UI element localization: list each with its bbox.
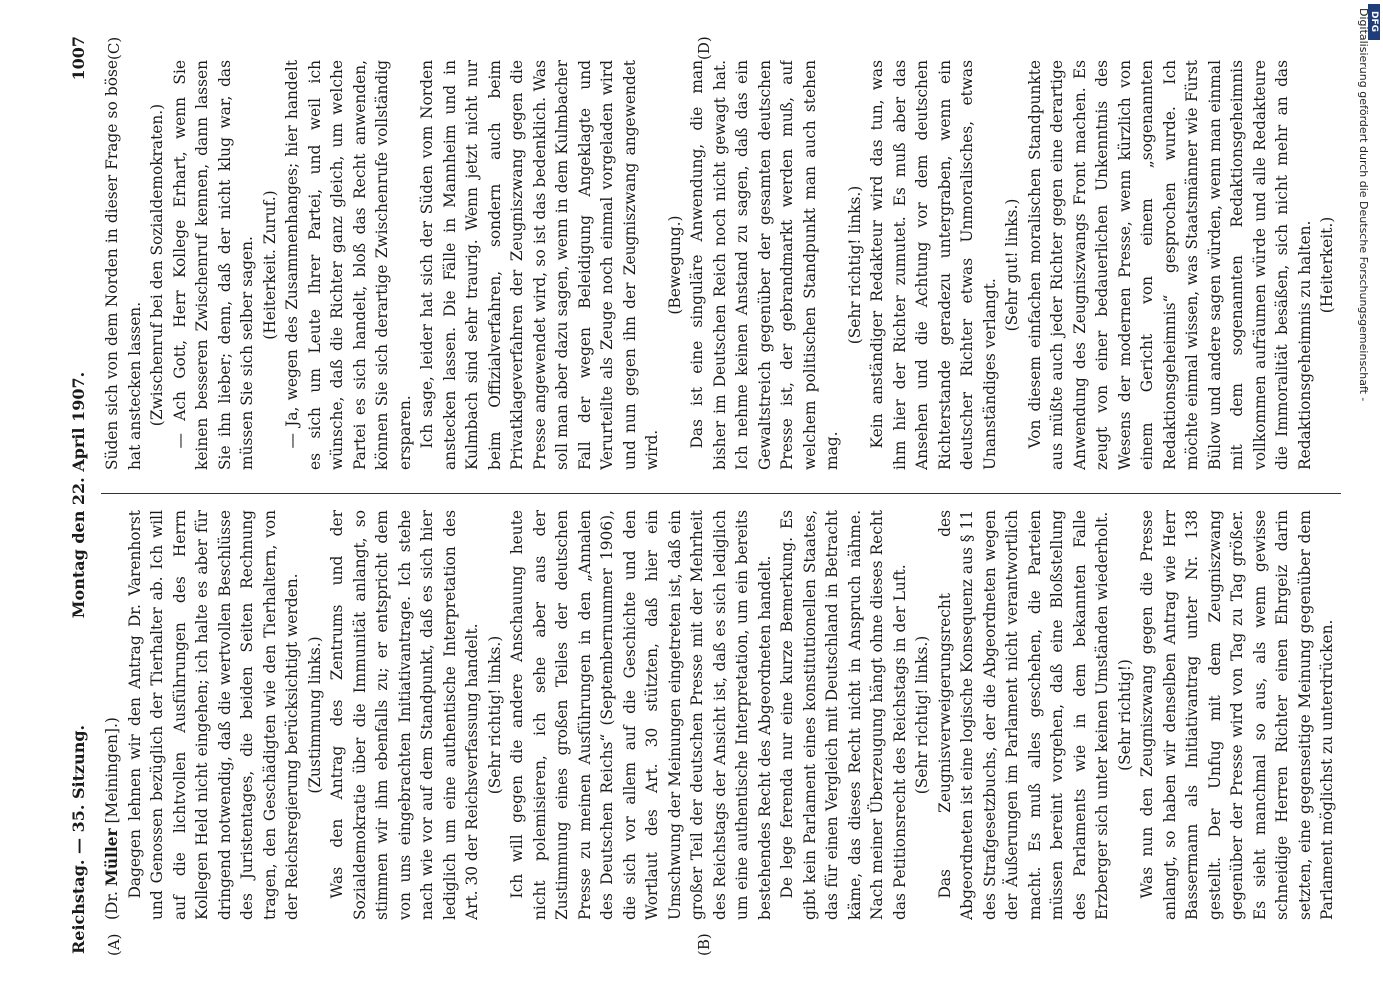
right-column — [101, 60, 1341, 470]
header-date: Montag den 22. April 1907. — [69, 371, 88, 619]
document-page — [65, 30, 1355, 960]
paragraph: Kein anständiger Redakteur wird das tun, was ihm hier der Richter zumutet. Es muß aber das Ansehen und die Achtung vor dem deutschen Richterstande geradezu untergraben, wenn ein deutscher Richter etwas Unmoralisches, etwas Unanständiges verlangt. — [868, 60, 999, 470]
page-number: 1007 — [69, 36, 88, 81]
interjection: (Sehr richtig!) — [1115, 659, 1134, 771]
paragraph: Ich will gegen die andere Anschauung heute nicht polemisieren, ich sehe aber aus der Zustimmung eines großen Teiles der deutschen Presse zu meinen Ausführungen in den „Annalen des Deutschen Reichs“ (Septembernummer 1906), die sich vor allem auf die Geschichte und den Wortlaut des Art. 30 stützten, daß hier ein Umschwung der Meinungen eingetreten ist, daß ein großer Teil der deutschen Presse mit der Mehrheit des Reichstags der Ansicht ist, daß es sich lediglich um eine authentische Interpretation, um ein bereits bestehendes Recht des Abgeordneten handelt. — [508, 510, 774, 920]
interjection — [1339, 510, 1342, 920]
paragraph: Von diesem einfachen moralischen Standpunkte aus müßte auch jeder Richter gegen eine derartige Anwendung des Zeugniszwangs Front machen. Es zeugt von einer bedauerlichen Unkenntnis des Wesens der modernen Presse, wenn kürzlich von einem Gericht von einem „sogenannten Redaktionsgeheimnis“ gesprochen wurde. Ich möchte einmal wissen, was Staatsmänner wie Fürst Bülow und andere sagen würden, wenn man einmal mit dem sogenannten Redaktionsgeheimnis vollkommen aufräumen würde und alle Redakteure die Immoralität besäßen, sich nicht mehr an das Redaktionsgeheimnis zu halten. — [1025, 60, 1314, 470]
paragraph: Was nun den Zeugniszwang gegen die Presse anlangt, so haben wir denselben Antrag wie Herr Bassermann als Initiativantrag unter Nr. 138 gestellt. Der Unfug mit dem Zeugniszwang gegenüber der Presse wird von Tag zu Tag größer. Es sieht manchmal so aus, als wenn gewisse schneidige Herren Richter einen Ehrgeiz darin setzten, eine gegenseitige Meinung gegenüber dem Parlament möglichst zu unterdrücken. — [1138, 510, 1336, 920]
interjection: (Heiterkeit. Zuruf.) — [260, 190, 279, 340]
digitization-note: Digitalisierung gefördert durch die Deutsche Forschungsgemeinschaft - — [1357, 8, 1370, 402]
paragraph: — Ja, wegen des Zusammenhanges; hier handelt es sich um Leute Ihrer Partei, und weil ich wünsche, daß die Richter ganz gleich, um welche Partei es sich handelt, bloß das Recht anwenden, können Sie sich derartige Zwischenrufe vollständig ersparen. — [283, 60, 414, 470]
margin-letter-d: (D) — [695, 36, 713, 60]
interjection: (Sehr gut! links.) — [1003, 198, 1021, 332]
margin-letter-c: (C) — [105, 36, 123, 60]
interjection: (Heiterkeit.) — [1318, 216, 1336, 314]
column-divider — [101, 493, 1341, 494]
interjection: (Sehr richtig! links.) — [913, 635, 931, 795]
paragraph: Was den Antrag des Zentrums und der Sozialdemokratie über die Immunität anlangt, so stimmen wir ihm ebenfalls zu; er entspricht dem von uns eingebrachten Initiativantrage. Ich stehe nach wie vor auf dem Standpunkt, daß es sich hier lediglich um eine authentische Interpretation des Art. 30 der Reichsverfassung handelt. — [328, 510, 481, 920]
interjection: (Zustimmung links.) — [305, 636, 324, 794]
speaker-suffix: [Meiningen].) — [103, 717, 121, 824]
interjection: (Zwischenruf bei den Sozialdemokraten.) — [148, 103, 166, 427]
paragraph: Süden sich von dem Norden in dieser Frage so böse hat anstecken lassen. — [103, 60, 144, 470]
paragraph: Dagegen lehnen wir den Antrag Dr. Varenhorst und Genossen bezüglich der Tierhalter ab. Ich will auf die lichtvollen Ausführungen des Herrn Kollegen Held nicht eingehen; ich halte es aber für dringend notwendig, daß die wertvollen Beschlüsse des Juristentages, die beiden Seiten Rechnung tragen, den Geschädigten wie den Tierhaltern, von der Reichsregierung berücksichtigt werden. — [125, 510, 301, 920]
speaker-name: Müller — [103, 828, 121, 887]
interjection: (Bewegung.) — [665, 215, 684, 315]
interjection: (Sehr richtig! links.) — [845, 185, 864, 345]
paragraph: Das ist eine singuläre Anwendung, die man bisher im Deutschen Reich noch nicht gewagt hat. Ich nehme keinen Anstand zu sagen, daß das ein Gewaltstreich gegenüber der gesamten deutschen Presse ist, der gebrandmarkt werden muß, auf welchem politischen Standpunkt man auch stehen mag. — [688, 60, 841, 470]
paragraph: — Ach Gott, Herr Kollege Erhart, wenn Sie keinen besseren Zwischenruf kennen, dann lassen Sie ihn lieber; denn, daß der nicht klug war, das müssen Sie sich selber sagen. — [170, 60, 256, 470]
paragraph: Ich sage, leider hat sich der Süden vom Norden anstecken lassen. Die Fälle in Mannheim und in Kulmbach sind sehr traurig. Wenn jetzt nicht nur beim Offizialverfahren, sondern auch beim Privatklageverfahren der Zeugniszwang gegen die Presse angewendet wird, so ist das bedenklich. Was soll man aber dazu sagen, wenn in dem Kulmbacher Fall der wegen Beleidigung Angeklagte und Verurteilte als Zeuge noch einmal vorgeladen wird und nun gegen ihn der Zeugniszwang angewendet wird. — [418, 60, 661, 470]
margin-letter-b: (B) — [695, 933, 713, 956]
paragraph — [1339, 60, 1342, 470]
paragraph: De lege ferenda nur eine kurze Bemerkung. Es gibt kein Parlament eines konstitutionellen Staates, das für einen Vergleich mit Deutschland in Betracht käme, das dieses Recht nicht in Anspruch nähme. Nach meiner Überzeugung hängt ohne dieses Recht das Petitionsrecht des Reichstags in der Luft. — [778, 510, 909, 920]
speaker-line — [101, 510, 124, 920]
speaker-prefix: (Dr. — [103, 891, 121, 920]
interjection: (Sehr richtig! links.) — [485, 635, 504, 795]
page-header — [65, 30, 95, 960]
left-column — [101, 510, 1341, 920]
margin-letter-a: (A) — [105, 933, 123, 956]
paragraph: Das Zeugnisverweigerungsrecht des Abgeordneten ist eine logische Konsequenz aus § 11 des Strafgesetzbuchs, der die Abgeordneten wegen der Äußerungen im Parlament nicht verantwortlich macht. Es muß alles geschehen, die Parteien müssen bereint vorgehen, daß eine Bloßstellung des Parlaments wie in dem bekannten Falle Erzberger sich unter keinen Umständen wiederholt. — [935, 510, 1111, 920]
dfg-logo: DFG — [1368, 4, 1380, 40]
header-left: Reichstag. — 35. Sitzung. — [69, 724, 88, 954]
